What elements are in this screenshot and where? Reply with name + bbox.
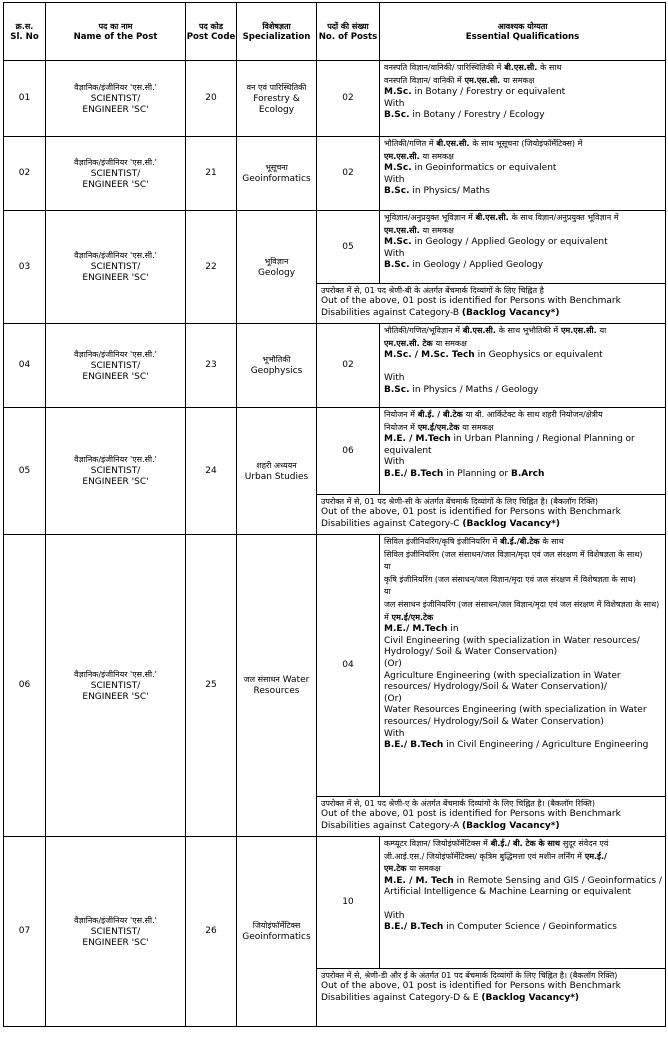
qualification: कम्प्यूटर विज्ञान/ जियोइंफॉर्मेटिक्स में बी.ई./ बी. टेक के साथ सुदूर संवेदन एवं जी.आई.एस./ जियोइंफॉर्मेटिक्स/ कृत्रिम बुद्धिमत्ता एवं मशीन लर्निंग में एम.ई./ एम.टेक या समकक्ष M.E. / M. Tech in Remote Sensing and GIS / Geoinformatics / Artificial Intelligence & Machine Learning or equivalent With B.E./ B.Tech in Computer Science / Geoinformatics bbox=[380, 837, 666, 969]
sl-no: 05 bbox=[4, 408, 46, 535]
specialization: वन एवं पारिस्थितिकी Forestry & Ecology bbox=[237, 61, 317, 137]
header-row bbox=[4, 3, 666, 61]
post-code: 24 bbox=[186, 408, 237, 535]
post-name: वैज्ञानिक/इंजीनियर 'एस.सी.' SCIENTIST/ ENGINEER 'SC' bbox=[46, 535, 186, 837]
table-row bbox=[4, 211, 666, 284]
specialization: जियोइंफॉर्मेटिक्स Geoinformatics bbox=[237, 837, 317, 1027]
specialization: जल संसाधन Water Resources bbox=[237, 535, 317, 837]
qualification: भूविज्ञान/अनुप्रयुक्त भूविज्ञान में बी.एस.सी. के साथ विज्ञान/अनुप्रयुक्त भूविज्ञान में एम.एस.सी. या समकक्ष M.Sc. in Geology / Applied Geology or equivalent With B.Sc. in Geology / Applied Geology bbox=[380, 211, 666, 284]
post-code: 23 bbox=[186, 324, 237, 408]
header-post-code: पद कोड Post Code bbox=[186, 3, 237, 61]
post-code: 20 bbox=[186, 61, 237, 137]
post-name: वैज्ञानिक/इंजीनियर 'एस.सी.' SCIENTIST/ ENGINEER 'SC' bbox=[46, 324, 186, 408]
qualification: भौतिकी/गणित/भूविज्ञान में बी.एस.सी. के साथ भूभौतिकी में एम.एस.सी. या एम.एस.सी. टेक या समकक्ष M.Sc. / M.Sc. Tech in Geophysics or equivalent With B.Sc. in Physics / Maths / Geology bbox=[380, 324, 666, 408]
qualification: वनस्पति विज्ञान/वानिकी/ पारिस्थितिकी में बी.एस.सी. के साथ वनस्पति विज्ञान/ वानिकी में एम.एस.सी. या समकक्ष M.Sc. in Botany / Forestry or equivalent With B.Sc. in Botany / Forestry / Ecology bbox=[380, 61, 666, 137]
specialization: भूसूचना Geoinformatics bbox=[237, 137, 317, 211]
sl-no: 02 bbox=[4, 137, 46, 211]
post-name: वैज्ञानिक/इंजीनियर 'एस.सी.' SCIENTIST/ ENGINEER 'SC' bbox=[46, 61, 186, 137]
reservation-note: उपरोक्त में से, 01 पद श्रेणी-सी के अंतर्गत बेंचमार्क दिव्यांगों के लिए चिह्नित है। (बैकलॉग रिक्ति) Out of the above, 01 post is identified for Persons with Benchmark Disabilities against Category-C (Backlog Vacancy*) bbox=[317, 495, 666, 535]
no-of-posts: 02 bbox=[317, 61, 380, 137]
post-code: 22 bbox=[186, 211, 237, 324]
reservation-note: उपरोक्त में से, 01 पद श्रेणी-बी के अंतर्गत बेंचमार्क दिव्यांगों के लिए चिह्नित है Out of the above, 01 post is identified for Persons with Benchmark Disabilities against Category-B (Backlog Vacancy*) bbox=[317, 284, 666, 324]
specialization: भूभौतिकी Geophysics bbox=[237, 324, 317, 408]
no-of-posts: 06 bbox=[317, 408, 380, 495]
specialization: भूविज्ञान Geology bbox=[237, 211, 317, 324]
reservation-note: उपरोक्त में से, श्रेणी-डी और ई के अंतर्गत 01 पद बेंचमार्क दिव्यांगों के लिए चिह्नित है। (बैकलॉग रिक्ति) Out of the above, 01 post is identified for Persons with Benchmark Disabilities against Category-D & E (Backlog Vacancy*) bbox=[317, 969, 666, 1027]
post-name: वैज्ञानिक/इंजीनियर 'एस.सी.' SCIENTIST/ ENGINEER 'SC' bbox=[46, 137, 186, 211]
header-sl: क्र.स. Sl. No bbox=[4, 3, 46, 61]
specialization: शहरी अध्ययन Urban Studies bbox=[237, 408, 317, 535]
qualification: भौतिकी/गणित में बी.एस.सी. के साथ भूसूचना (जियोइंफॉर्मेटिक्स) में एम.एस.सी. या समकक्ष M.Sc. in Geoinformatics or equivalent With B.Sc. in Physics/ Maths bbox=[380, 137, 666, 211]
header-qualifications: आवश्यक योग्यता Essential Qualifications bbox=[380, 3, 666, 61]
table-row bbox=[4, 408, 666, 495]
no-of-posts: 02 bbox=[317, 137, 380, 211]
post-code: 26 bbox=[186, 837, 237, 1027]
post-code: 25 bbox=[186, 535, 237, 837]
sl-no: 07 bbox=[4, 837, 46, 1027]
posts-table bbox=[3, 2, 666, 1027]
qualification: नियोजन में बी.ई. / बी.टेक या बी. आर्किटेक्ट के साथ शहरी नियोजन/क्षेत्रीय नियोजन में एम.ई/एम.टेक या समकक्ष M.E. / M.Tech in Urban Planning / Regional Planning or equivalent With B.E./ B.Tech in Planning or B.Arch bbox=[380, 408, 666, 495]
no-of-posts: 10 bbox=[317, 837, 380, 969]
no-of-posts: 04 bbox=[317, 535, 380, 797]
no-of-posts: 02 bbox=[317, 324, 380, 408]
reservation-note: उपरोक्त में से, 01 पद श्रेणी-ए के अंतर्गत बेंचमार्क दिव्यांगों के लिए चिह्नित है। (बैकलॉग रिक्ति) Out of the above, 01 post is identified for Persons with Benchmark Disabilities against Category-A (Backlog Vacancy*) bbox=[317, 797, 666, 837]
table-row bbox=[4, 61, 666, 137]
table-row bbox=[4, 837, 666, 969]
post-code: 21 bbox=[186, 137, 237, 211]
header-specialization: विशेषज्ञता Specialization bbox=[237, 3, 317, 61]
sl-no: 06 bbox=[4, 535, 46, 837]
post-name: वैज्ञानिक/इंजीनियर 'एस.सी.' SCIENTIST/ ENGINEER 'SC' bbox=[46, 837, 186, 1027]
header-post-name: पद का नाम Name of the Post bbox=[46, 3, 186, 61]
qualification: सिविल इंजीनियरिंग/कृषि इंजीनियरिंग में बी.ई./बी.टेक के साथ सिविल इंजीनियरिंग (जल संसाधन/जल विज्ञान/मृदा एवं जल संरक्षण में विशेषज्ञता के साथ) या कृषि इंजीनियरिंग (जल संसाधन/जल विज्ञान/मृदा एवं जल संरक्षण में विशेषज्ञता के साथ) या जल संसाधन इंजीनियरिंग (जल संसाधन/जल विज्ञान/मृदा एवं जल संरक्षण में विशेषज्ञता के साथ) में एम.ई/एम.टेक M.E./ M.Tech in Civil Engineering (with specialization in Water resources/ Hydrology/ Soil & Water Conservation) (Or) Agriculture Engineering (with specialization in Water resources/ Hydrology/Soil & Water Conservation)/ (Or) Water Resources Engineering (with specialization in Water resources/ Hydrology/Soil & Water Conservation) With B.E./ B.Tech in Civil Engineering / Agriculture Engineering bbox=[380, 535, 666, 797]
table-row bbox=[4, 535, 666, 797]
sl-no: 03 bbox=[4, 211, 46, 324]
sl-no: 01 bbox=[4, 61, 46, 137]
table-row bbox=[4, 324, 666, 408]
post-name: वैज्ञानिक/इंजीनियर 'एस.सी.' SCIENTIST/ ENGINEER 'SC' bbox=[46, 408, 186, 535]
no-of-posts: 05 bbox=[317, 211, 380, 284]
table-row bbox=[4, 137, 666, 211]
sl-no: 04 bbox=[4, 324, 46, 408]
header-no-of-posts: पदों की संख्या No. of Posts bbox=[317, 3, 380, 61]
post-name: वैज्ञानिक/इंजीनियर 'एस.सी.' SCIENTIST/ ENGINEER 'SC' bbox=[46, 211, 186, 324]
